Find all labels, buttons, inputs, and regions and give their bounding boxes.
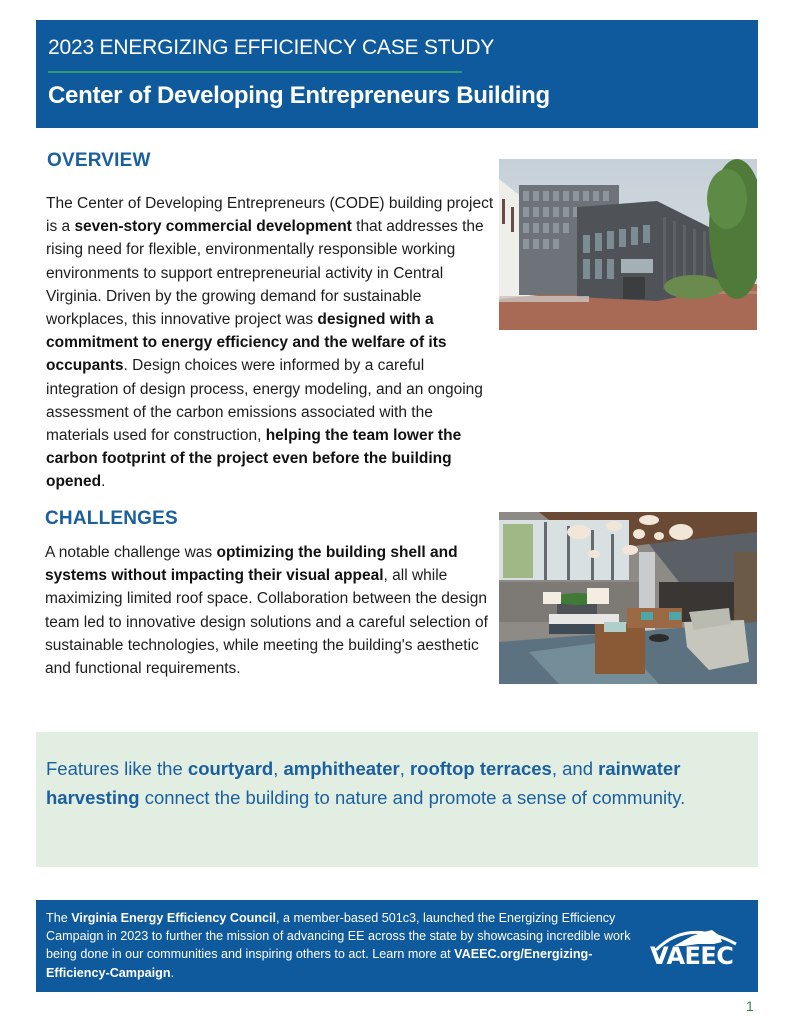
vaeec-logo-text: VAEEC xyxy=(650,942,734,970)
header-banner xyxy=(36,20,758,128)
page-number: 1 xyxy=(746,998,754,1014)
overview-text: . xyxy=(101,473,106,491)
lobby-interior-photo xyxy=(499,512,757,684)
callout-emphasis: rooftop terraces xyxy=(409,758,552,779)
vaeec-logo xyxy=(648,922,744,974)
footer-text: , a member-based 501c3, launched the Energizing Efficiency Campaign in 2023 to further the mission of advancing EE across the state by showcasing incredible work being done in our communities and inspiring others to act. Learn more at xyxy=(46,911,631,962)
overview-paragraph xyxy=(46,192,494,494)
footer-text: . xyxy=(170,965,175,980)
page-title: Center of Developing Entrepreneurs Building xyxy=(48,82,550,109)
overview-heading: OVERVIEW xyxy=(47,150,151,171)
callout-emphasis: rainwater harvesting xyxy=(46,758,681,808)
building-exterior-photo xyxy=(499,159,757,330)
footer-emphasis: Virginia Energy Efficiency Council xyxy=(71,911,277,925)
features-callout xyxy=(36,732,758,867)
overview-emphasis: helping the team lower the carbon footprint of the project even before the building opened xyxy=(46,427,462,491)
challenges-emphasis: optimizing the building shell and systems without impacting their visual appeal xyxy=(45,544,458,585)
header-divider xyxy=(48,71,462,73)
footer-link[interactable]: VAEEC.org/Energizing-Efficiency-Campaign xyxy=(46,947,593,980)
overview-text: that addresses the rising need for flexible, environmentally responsible working environments to support entrepreneurial activity in Central Virginia. Driven by the growing demand for sustainable workplaces, this innovative project was xyxy=(46,218,484,329)
features-callout-text xyxy=(46,754,736,812)
callout-text: , and xyxy=(551,758,599,779)
callout-text: , xyxy=(273,758,284,779)
case-study-kicker: 2023 ENERGIZING EFFICIENCY CASE STUDY xyxy=(48,36,495,59)
callout-text: connect the building to nature and promote a sense of community. xyxy=(139,787,686,808)
overview-emphasis: designed with a commitment to energy efficiency and the welfare of its occupants xyxy=(46,311,447,375)
callout-text: , xyxy=(399,758,410,779)
overview-text: The Center of Developing Entrepreneurs (CODE) building project is a xyxy=(46,195,494,236)
callout-text: Features like the xyxy=(46,758,188,779)
overview-text: . Design choices were informed by a careful integration of design process, energy modeling, and an ongoing assessment of the carbon emissions associated with the materials used for construction, xyxy=(46,357,483,445)
challenges-text: A notable challenge was xyxy=(45,544,217,561)
challenges-text: , all while maximizing limited roof space. Collaboration between the design team led to innovative design solutions and a careful selection of sustainable technologies, while meeting the building's aesthetic and functional requirements. xyxy=(45,567,488,678)
challenges-paragraph xyxy=(45,541,490,680)
footer-banner xyxy=(36,900,758,992)
callout-emphasis: amphitheater xyxy=(283,758,400,779)
footer-about-text xyxy=(46,909,646,982)
challenges-heading: CHALLENGES xyxy=(45,508,178,529)
overview-emphasis: seven-story commercial development xyxy=(74,218,352,236)
callout-emphasis: courtyard xyxy=(187,758,274,779)
footer-text: The xyxy=(46,911,72,925)
